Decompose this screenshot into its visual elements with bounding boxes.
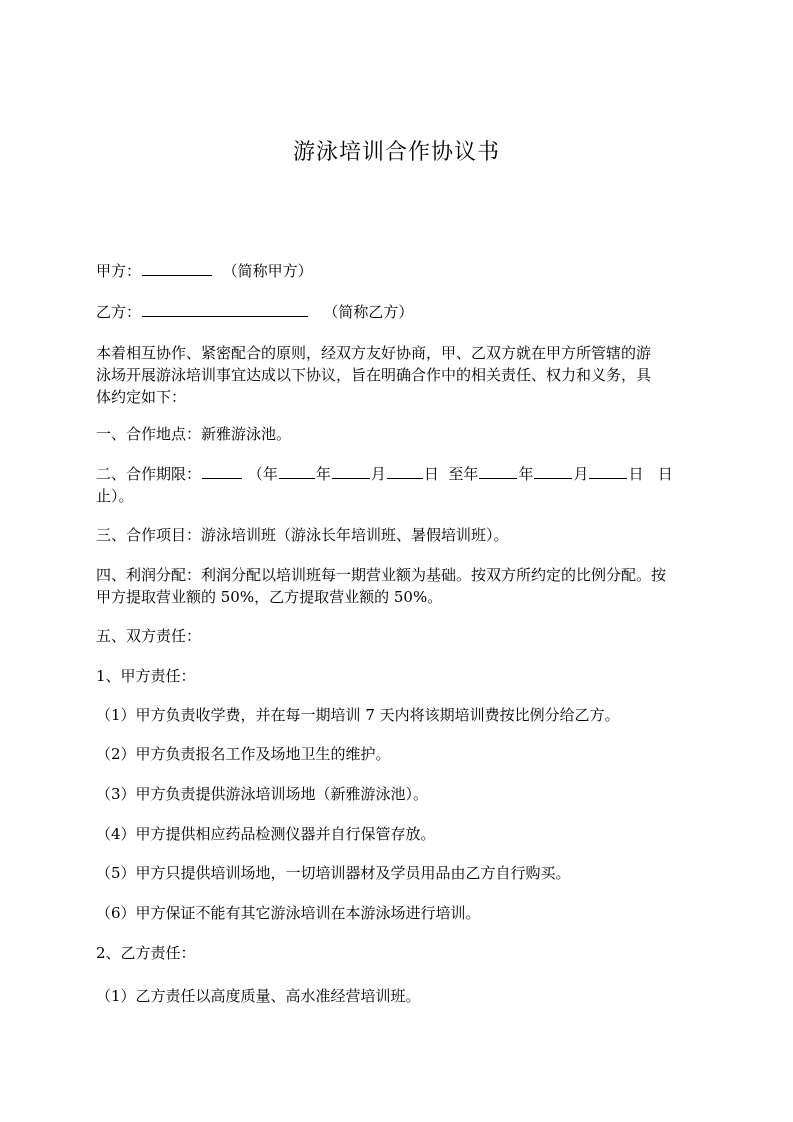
- clause-2-year-a: 年: [262, 465, 278, 483]
- start-year-blank[interactable]: [279, 462, 315, 479]
- party-a-duty-5: （5）甲方只提供培训场地，一切培训器材及学员用品由乙方自行购买。: [96, 864, 571, 882]
- clause-3: 三、合作项目：游泳培训班（游泳长年培训班、暑假培训班）。: [96, 526, 509, 544]
- clause-4-line: 甲方提取营业额的 50%，乙方提取营业额的 50%。: [96, 588, 443, 606]
- party-b-note: （简称乙方）: [323, 303, 414, 321]
- clause-2-paren: （: [247, 465, 263, 483]
- end-year-blank[interactable]: [479, 462, 517, 479]
- clause-2-prefix: 二、合作期限：: [96, 465, 202, 483]
- clause-2-day-a: 日: [423, 465, 439, 483]
- clause-2-line: [96, 462, 716, 486]
- party-a-duty-6: （6）甲方保证不能有其它游泳培训在本游泳场进行培训。: [96, 904, 481, 922]
- party-a-duty-1: （1）甲方负责收学费，并在每一期培训 7 天内将该期培训费按比例分给乙方。: [96, 706, 620, 724]
- party-a-label: 甲方：: [96, 262, 142, 280]
- party-b-label: 乙方：: [96, 303, 142, 321]
- party-b-duty-1: （1）乙方责任以高度质量、高水准经营培训班。: [96, 987, 421, 1005]
- clause-2-day-b: 日: [628, 465, 644, 483]
- party-b-duties-heading: 2、乙方责任：: [96, 944, 196, 962]
- intro-paragraph: [96, 342, 708, 408]
- clause-2-to-year: 至年: [448, 465, 479, 483]
- term-blank[interactable]: [202, 462, 242, 479]
- party-b-blank[interactable]: [142, 300, 308, 317]
- intro-line: 泳场开展游泳培训事宜达成以下协议，旨在明确合作中的相关责任、权力和义务，具: [96, 366, 652, 384]
- clause-2-month-a: 月: [370, 465, 386, 483]
- clause-2-year-b: 年: [315, 465, 331, 483]
- intro-line: 体约定如下：: [96, 388, 187, 406]
- clause-2-year-c: 年: [518, 465, 534, 483]
- party-a-duty-3: （3）甲方负责提供游泳培训场地（新雅游泳池）。: [96, 785, 429, 803]
- start-month-blank[interactable]: [332, 462, 370, 479]
- clause-2-month-b: 月: [573, 465, 589, 483]
- party-a-duty-4: （4）甲方提供相应药品检测仪器并自行保管存放。: [96, 825, 436, 843]
- clause-4-line: 四、利润分配：利润分配以培训班每一期营业额为基础。按双方所约定的比例分配。按: [96, 566, 667, 584]
- clause-4: [96, 564, 708, 608]
- clause-2-line2: 止）。: [96, 487, 134, 505]
- party-a-duty-2: （2）甲方负责报名工作及场地卫生的维护。: [96, 745, 391, 763]
- clause-1: 一、合作地点：新雅游泳池。: [96, 425, 292, 443]
- clause-2-end-word: 日: [657, 465, 673, 483]
- end-month-blank[interactable]: [534, 462, 572, 479]
- party-a-duties-heading: 1、甲方责任：: [96, 667, 196, 685]
- party-a-note: （简称甲方）: [222, 262, 313, 280]
- start-day-blank[interactable]: [387, 462, 423, 479]
- intro-line: 本着相互协作、紧密配合的原则，经双方友好协商，甲、乙双方就在甲方所管辖的游: [96, 344, 652, 362]
- document-title: 游泳培训合作协议书: [292, 140, 500, 165]
- party-b-line: [96, 300, 716, 324]
- party-a-blank[interactable]: [142, 259, 212, 276]
- end-day-blank[interactable]: [589, 462, 627, 479]
- party-a-line: [96, 259, 716, 283]
- clause-5: 五、双方责任：: [96, 627, 202, 645]
